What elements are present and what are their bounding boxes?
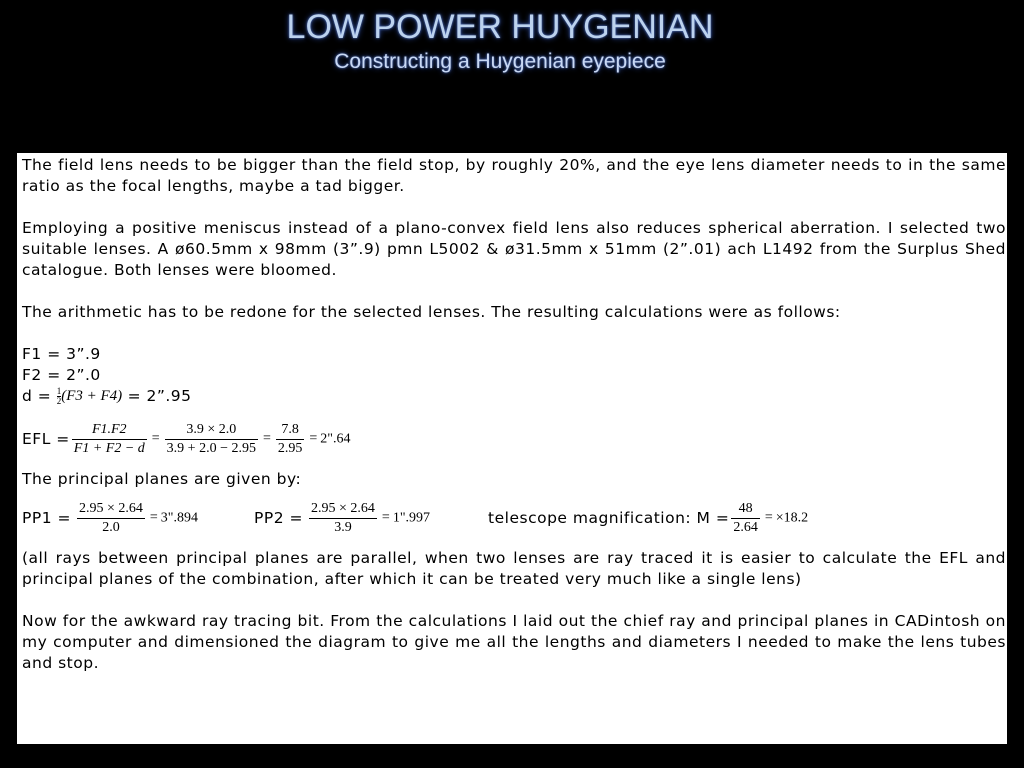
d-result: = 2”.95 (122, 387, 192, 405)
pp2-fraction: $\frac{2.95 \times 2.64}{3.9}$ (311, 500, 375, 535)
page-subtitle: Constructing a Huygenian eyepiece (334, 50, 666, 73)
f2-line: F2 = 2”.0 (22, 366, 101, 384)
principal-planes-equations: PP1 = $\frac{2.95 \times 2.64}{2.0}$ = 3".894 PP2 = $\frac{2.95 \times 2.64}{3.9}$ = 1".997 telescope magnification: M = $\frac{48}{2.64}$ = ×18.2 (22, 500, 809, 535)
pp1-fraction: $\frac{2.95 \times 2.64}{2.0}$ (78, 500, 143, 535)
pp1-label: PP1 = (22, 508, 71, 527)
f1-line: F1 = 3”.9 (22, 345, 101, 363)
content-panel (17, 153, 1007, 744)
efl-fraction-2: $\frac{3.9 \times 2.0}{3.9 + 2.0 - 2.95}$ (166, 421, 256, 456)
efl-fraction-1: $\frac{F1.F2}{F1 + F2 - d}$ (73, 421, 145, 456)
pp2-label: PP2 = (254, 508, 303, 527)
paragraph-field-lens: The field lens needs to be bigger than the field stop, by roughly 20%, and the eye lens diameter needs to in the same ratio as the focal lengths, maybe a tad bigger. (22, 156, 1006, 195)
magnification-label: telescope magnification: M = (488, 508, 730, 527)
pp1-result: 3".894 (160, 510, 199, 526)
half-fraction: $\frac{1}{2}$ (56, 386, 62, 406)
paragraph-meniscus: Employing a positive meniscus instead of a plano-convex field lens also reduces spherical aberration. I selected two suitable lenses. A ø60.5mm x 98mm (3”.9) pmn L5002 & ø31.5mm x 51mm (2”.01) ach L1492 from the Surplus Shed catalogue. Both lenses were bloomed. (22, 219, 1006, 279)
pp2-result: 1".997 (392, 510, 431, 526)
efl-label: EFL = (22, 429, 70, 448)
magnification-fraction: $\frac{48}{2.64}$ (733, 500, 758, 535)
efl-result: 2".64 (320, 431, 351, 447)
d-label: d = (22, 387, 52, 405)
d-expression: (F3 + F4) (61, 388, 123, 404)
d-line (22, 386, 1007, 407)
magnification-result: ×18.2 (775, 510, 809, 526)
paragraph-ray-tracing: Now for the awkward ray tracing bit. From the calculations I laid out the chief ray and principal planes in CADintosh on my computer and dimensioned the diagram to give me all the lengths and diameters I needed to make the lens tubes and stop. (22, 612, 1006, 672)
page-title: LOW POWER HUYGENIAN (286, 8, 714, 46)
efl-equation: EFL = $\frac{F1.F2}{F1 + F2 - d}$ = $\frac{3.9 \times 2.0}{3.9 + 2.0 - 2.95}$ = $\frac{7.8}{2.95}$ = 2".64 (22, 421, 351, 456)
efl-fraction-3: $\frac{7.8}{2.95}$ (277, 421, 303, 456)
paragraph-principal-planes: The principal planes are given by: (22, 470, 302, 488)
paragraph-arithmetic: The arithmetic has to be redone for the selected lenses. The resulting calculations were as follows: (22, 303, 841, 321)
paragraph-parallel-rays: (all rays between principal planes are parallel, when two lenses are ray traced it is easier to calculate the EFL and principal planes of the combination, after which it can be treated very much like a single lens) (22, 549, 1006, 588)
